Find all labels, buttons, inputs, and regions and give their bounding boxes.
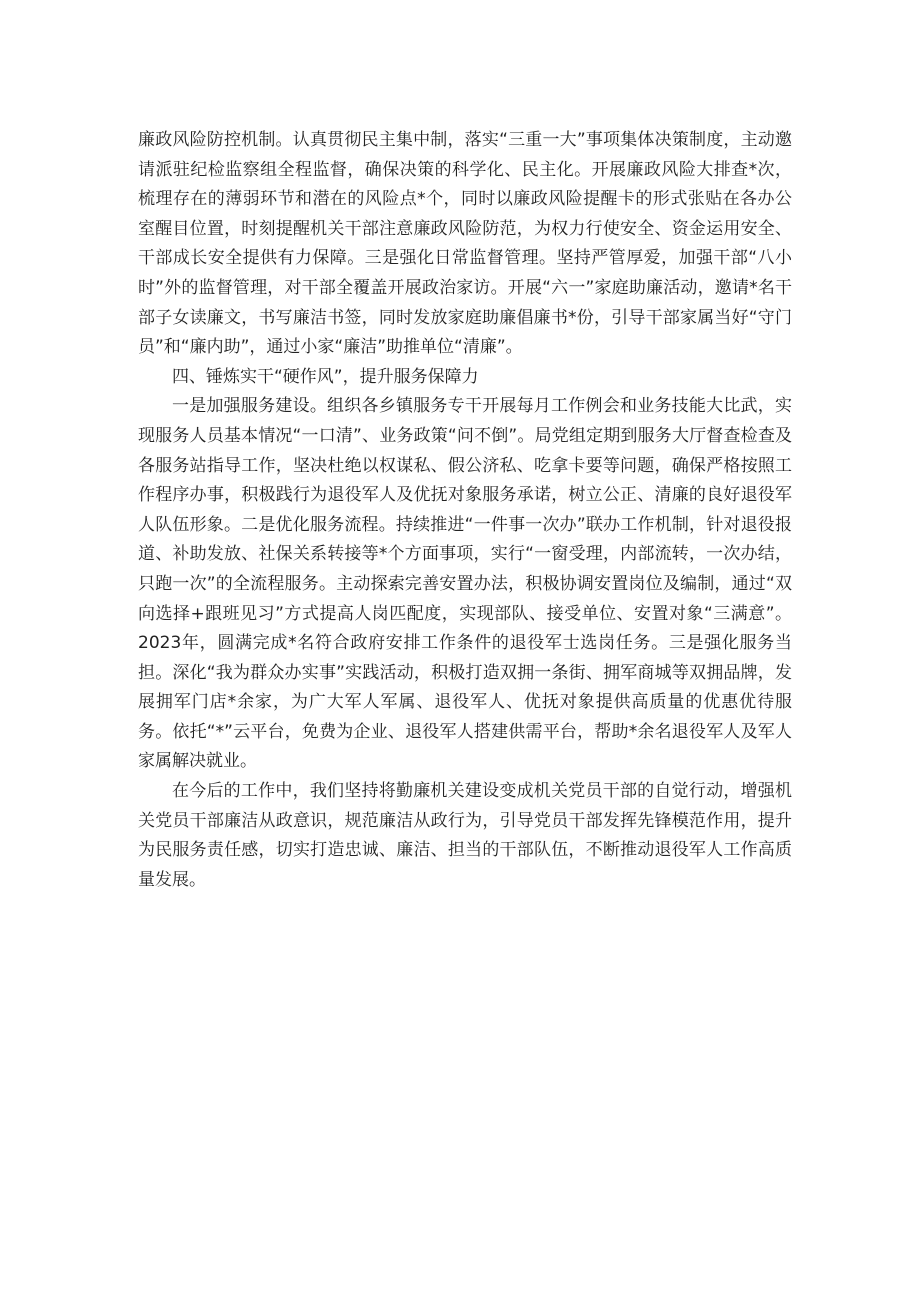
paragraph-service-building: 一是加强服务建设。组织各乡镇服务专干开展每月工作例会和业务技能大比武，实现服务人员基本情况“一口清”、业务政策“问不倒”。局党组定期到服务大厅督查检查及各服务站指导工作，坚决杜绝以权谋私、假公济私、吃拿卡要等问题，确保严格按照工作程序办事，积极践行为退役军人及优抚对象服务承诺，树立公正、清廉的良好退役军人队伍形象。二是优化服务流程。持续推进“一件事一次办”联办工作机制，针对退役报道、补助发放、社保关系转接等*个方面事项，实行“一窗受理，内部流转，一次办结，只跑一次”的全流程服务。主动探索完善安置办法，积极协调安置岗位及编制，通过“双向选择+跟班见习”方式提高人岗匹配度，实现部队、接受单位、安置对象“三满意”。2023年，圆满完成*名符合政府安排工作条件的退役军士选岗任务。三是强化服务当担。深化“我为群众办实事”实践活动，积极打造双拥一条街、拥军商城等双拥品牌，发展拥军门店*余家，为广大军人军属、退役军人、优抚对象提供高质量的优惠优待服务。依托“*”云平台，免费为企业、退役军人搭建供需平台，帮助*余名退役军人及军人家属解决就业。 xyxy=(138,396,792,772)
document-body xyxy=(138,126,792,895)
paragraph-conclusion: 在今后的工作中，我们坚持将勤廉机关建设变成机关党员干部的自觉行动，增强机关党员干部廉洁从政意识，规范廉洁从政行为，引导党员干部发挥先锋模范作用，提升为民服务责任感，切实打造忠诚、廉洁、担当的干部队伍，不断推动退役军人工作高质量发展。 xyxy=(138,781,792,890)
section-heading-four: 四、锤炼实干“硬作风”，提升服务保障力 xyxy=(172,366,479,387)
paragraph-risk-control: 廉政风险防控机制。认真贯彻民主集中制，落实“三重一大”事项集体决策制度，主动邀请派驻纪检监察组全程监督，确保决策的科学化、民主化。开展廉政风险大排查*次，梳理存在的薄弱环节和潜在的风险点*个，同时以廉政风险提醒卡的形式张贴在各办公室醒目位置，时刻提醒机关干部注意廉政风险防范，为权力行使安全、资金运用安全、干部成长安全提供有力保障。三是强化日常监督管理。坚持严管厚爱，加强干部“八小时”外的监督管理，对干部全覆盖开展政治家访。开展“六一”家庭助廉活动，邀请*名干部子女读廉文，书写廉洁书签，同时发放家庭助廉倡廉书*份，引导干部家属当好“守门员”和“廉内助”，通过小家“廉洁”助推单位“清廉”。 xyxy=(138,130,792,358)
